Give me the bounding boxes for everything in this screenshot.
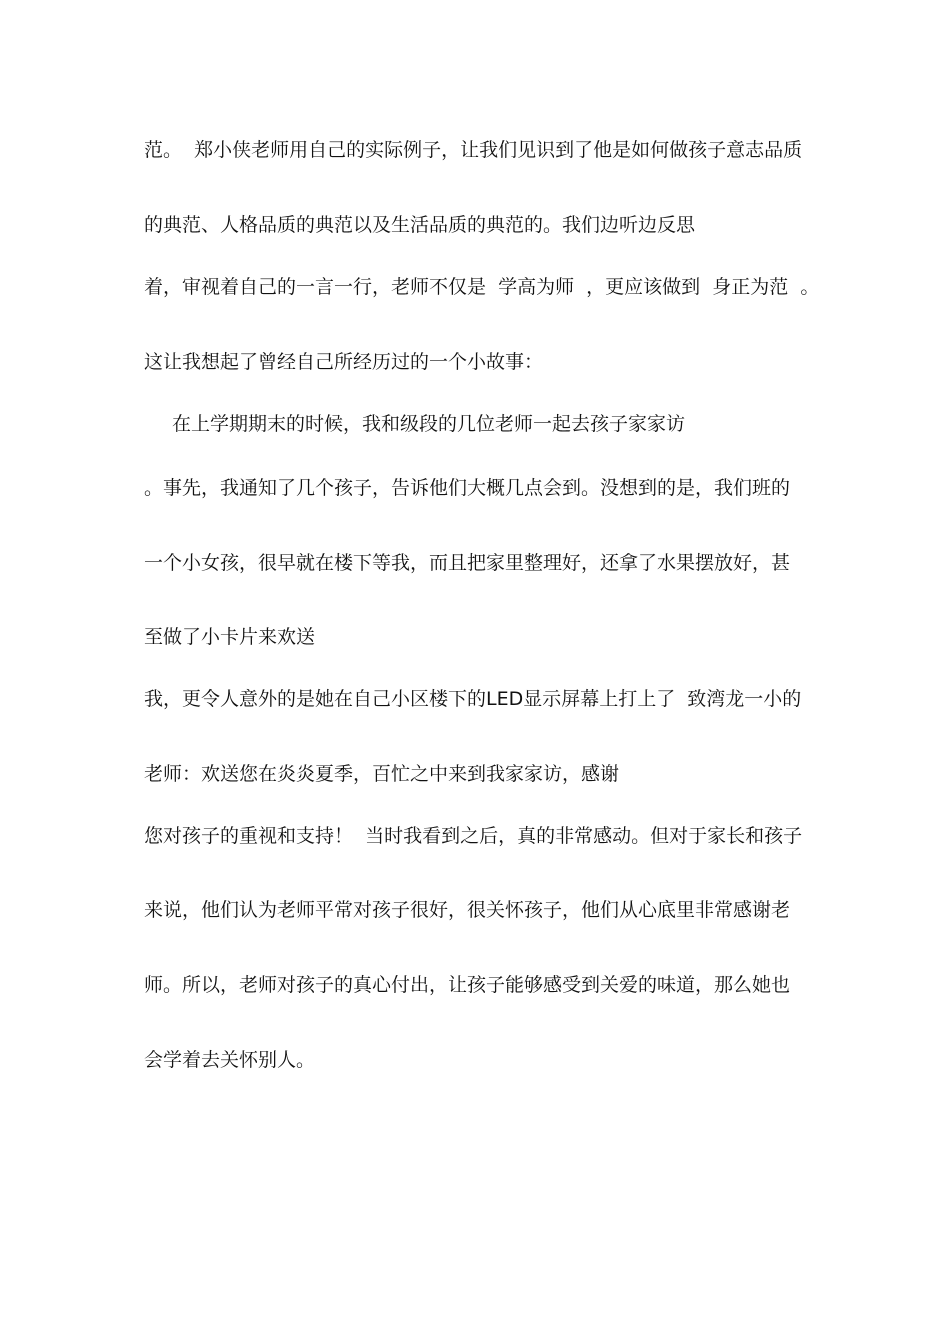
text-line: 来说，他们认为老师平常对孩子很好，很关怀孩子，他们从心底里非常感谢老 — [144, 899, 791, 921]
text-line: 至做了小卡片来欢送 — [144, 626, 316, 648]
paragraph-first-line: 在上学期期末的时候，我和级段的几位老师一起去孩子家家访 — [172, 413, 686, 435]
text-line: 这让我想起了曾经自己所经历过的一个小故事： — [144, 351, 544, 373]
text-line: 。事先，我通知了几个孩子，告诉他们大概几点会到。没想到的是，我们班的 — [144, 477, 791, 499]
text-line: 您对孩子的重视和支持！ 当时我看到之后，真的非常感动。但对于家长和孩子 — [144, 825, 803, 847]
text-line: 老师：欢送您在炎炎夏季，百忙之中来到我家家访，感谢 — [144, 763, 620, 785]
text-line: 师。所以，老师对孩子的真心付出，让孩子能够感受到关爱的味道，那么她也 — [144, 974, 791, 996]
text-line: 着，审视着自己的一言一行，老师不仅是 学高为师 ，更应该做到 身正为范 。 — [144, 276, 820, 298]
text-line: 范。 郑小侠老师用自己的实际例子，让我们见识到了他是如何做孩子意志品质 — [144, 139, 803, 161]
text-line: 一个小女孩，很早就在楼下等我，而且把家里整理好，还拿了水果摆放好，甚 — [144, 552, 791, 574]
text-line: 我，更令人意外的是她在自己小区楼下的LED显示屏幕上打上了 致湾龙一小的 — [144, 688, 802, 710]
text-line: 的典范、人格品质的典范以及生活品质的典范的。我们边听边反思 — [144, 214, 696, 236]
text-line: 会学着去关怀别人。 — [144, 1049, 316, 1071]
